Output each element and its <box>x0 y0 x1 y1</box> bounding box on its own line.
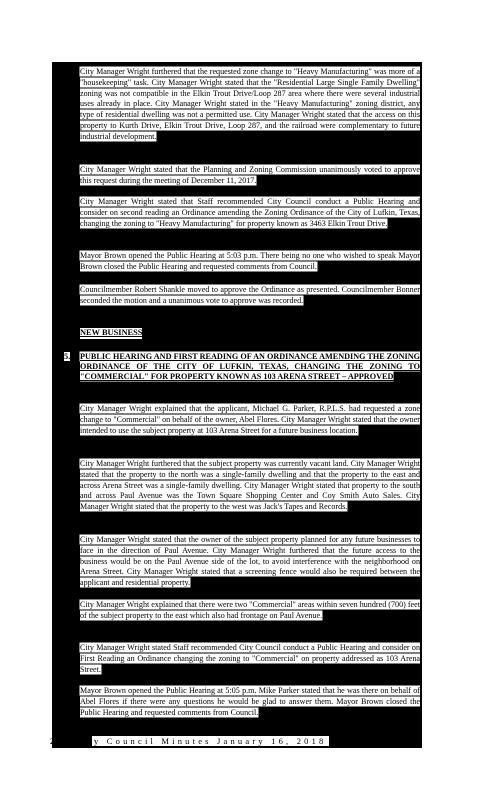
paragraph: Mayor Brown opened the Public Hearing at 5:05 p.m. Mike Parker stated that he was there on behalf of Abel Flores if there were any questions he would be glad to answer them. Mayor Brown closed the Public Hearing and requested comments from Council. <box>80 686 420 717</box>
footer-text: y Council Minutes January 16, 2018 <box>94 736 327 746</box>
page-number: 2 <box>50 736 55 746</box>
paragraph: City Manager Wright explained that there were two "Commercial" areas within seven hundred (700) feet of the subject property to the east which also had frontage on Paul Avenue. <box>80 600 420 620</box>
paragraph: City Manager Wright stated that Staff recommended City Council conduct a Public Hearing and consider on second reading an Ordinance amending the Zoning Ordinance of the City of Lufkin, Texas, changing the zoning to "Heavy Manufacturing" for property known as 3463 Elkin Trout Drive. <box>80 197 420 228</box>
paragraph: Mayor Brown opened the Public Hearing at 5:03 p.m. There being no one who wished to speak Mayor Brown closed the Public Hearing and requested comments from Council. <box>80 251 420 271</box>
paragraph: City Manager Wright stated that the Planning and Zoning Commission unanimously voted to approve this request during the meeting of December 11, 2017. <box>80 165 420 185</box>
page-footer <box>0 736 486 750</box>
section-heading: NEW BUSINESS <box>80 328 143 337</box>
paragraph: City Manager Wright explained that the applicant, Michael G. Parker, R.P.L.S. had requested a zone change to "Commercial" on behalf of the owner, Abel Flores. City Manager Wright stated that the owner intended to use the subject property at 103 Arena Street for a future business location. <box>80 404 420 435</box>
paragraph: City Manager Wright stated that the owner of the subject property planned for any future businesses to face in the direction of Paul Avenue. City Manager Wright furthered that the future access to the business would be on the Paul Avenue side of the lot, to avoid interference with the neighborhood on Arena Street. City Manager Wright stated that a screening fence would also be required between the applicant and residential property. <box>80 535 420 588</box>
item-number: 5. <box>64 352 71 361</box>
paragraph: City Manager Wright stated Staff recommended City Council conduct a Public Hearing and consider on First Reading an Ordinance changing the zoning to "Commercial" on property addressed as 103 Arena Street. <box>80 643 420 674</box>
paragraph: City Manager Wright furthered that the subject property was currently vacant land. City Manager Wright stated that the property to the north was a single-family dwelling and that the property to the east and across Arena Street was a single-family dwelling. City Manager Wright stated that property to the south and across Paul Avenue was the Town Square Shopping Center and Coy Smith Auto Sales. City Manager Wright stated that the property to the west was Jack's Tapes and Records. <box>80 459 420 512</box>
item-title: PUBLIC HEARING AND FIRST READING OF AN ORDINANCE AMENDING THE ZONING ORDINANCE OF THE CITY OF LUFKIN, TEXAS, CHANGING THE ZONING TO "COMMERCIAL" FOR PROPERTY KNOWN AS 103 ARENA STREET – APPROVED <box>80 352 420 382</box>
paragraph: City Manager Wright furthered that the requested zone change to "Heavy Manufacturing" was more of a "housekeeping" task. City Manager Wright stated that the "Residential Large Single Family Dwelling" zoning was not compatible in the Elkin Trout Drive/Loop 287 area where there were several industrial uses already in place. City Manager Wright stated in the "Heavy Manufacturing" zoning district, any type of residential dwelling was not a permitted use. City Manager Wright stated that the access on this property to Kurth Drive, Elkin Trout Drive, Loop 287, and the railroad were complementary to future industrial development. <box>80 67 420 141</box>
paragraph: Councilmember Robert Shankle moved to approve the Ordinance as presented. Councilmember Bonner seconded the motion and a unanimous vote to approve was recorded. <box>80 285 420 305</box>
